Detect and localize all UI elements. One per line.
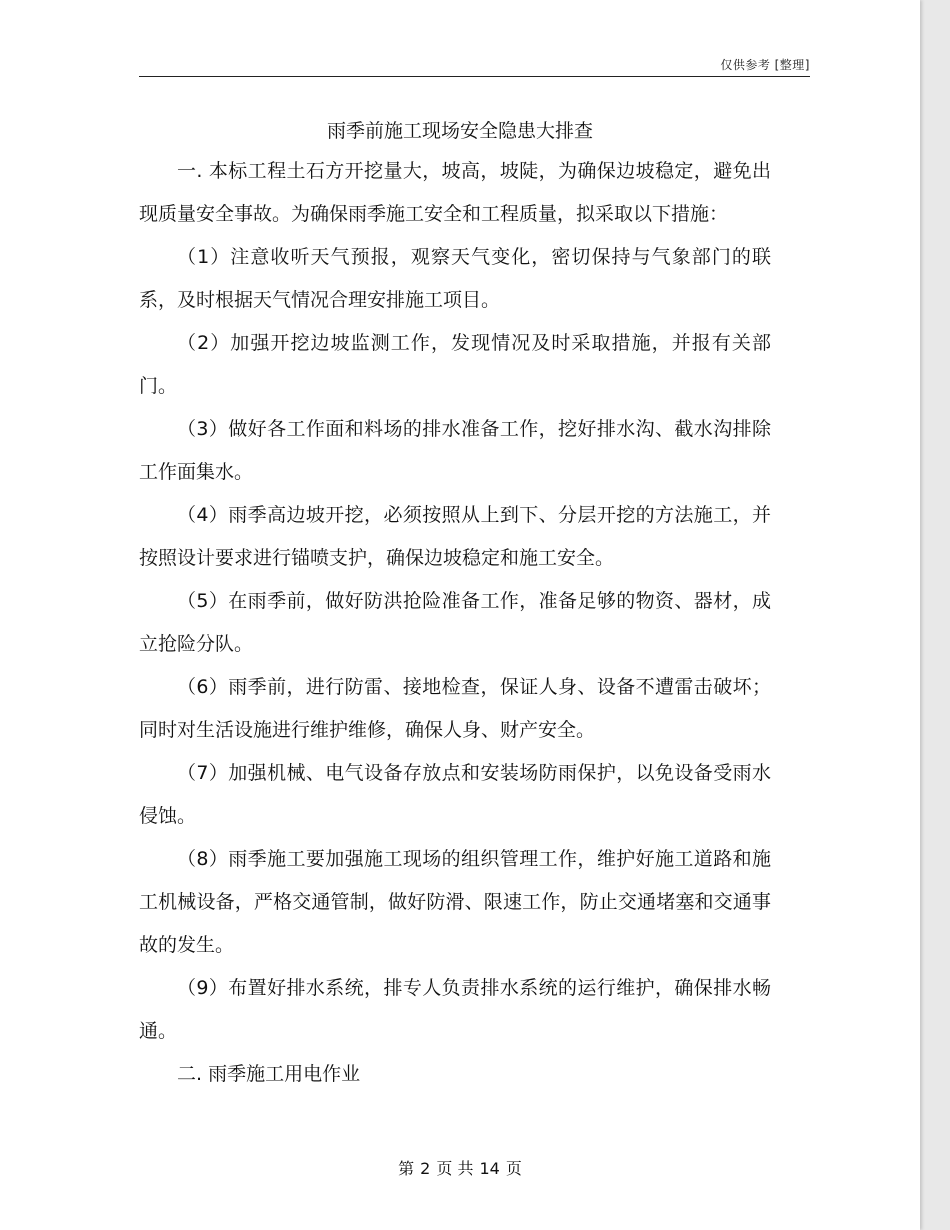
footer-page-number: 2 (420, 1159, 431, 1178)
paragraph: 一. 本标工程土石方开挖量大，坡高，坡陡，为确保边坡稳定，避免出现质量安全事故。为确保雨季施工安全和工程质量，拟采取以下措施： (139, 160, 771, 225)
document-body (139, 150, 771, 1096)
footer-prefix: 第 (398, 1159, 415, 1178)
section-heading: 二. 雨季施工用电作业 (177, 1063, 361, 1085)
paragraph: （5）在雨季前，做好防洪抢险准备工作，准备足够的物资、器材，成立抢险分队。 (139, 590, 771, 655)
header-text: 仅供参考 [整理] (720, 58, 810, 72)
footer-middle: 页 共 (436, 1159, 474, 1178)
paragraph: （9）布置好排水系统，排专人负责排水系统的运行维护，确保排水畅通。 (139, 977, 771, 1042)
paragraph: （8）雨季施工要加强施工现场的组织管理工作，维护好施工道路和施工机械设备，严格交通管制，做好防滑、限速工作，防止交通堵塞和交通事故的发生。 (139, 848, 771, 956)
paragraph: （3）做好各工作面和料场的排水准备工作，挖好排水沟、截水沟排除工作面集水。 (139, 418, 771, 483)
paragraph: （4）雨季高边坡开挖，必须按照从上到下、分层开挖的方法施工，并按照设计要求进行锚喷支护，确保边坡稳定和施工安全。 (139, 504, 771, 569)
paragraph: （1）注意收听天气预报，观察天气变化，密切保持与气象部门的联系，及时根据天气情况合理安排施工项目。 (139, 246, 771, 311)
paragraph: （6）雨季前，进行防雷、接地检查，保证人身、设备不遭雷击破坏；同时对生活设施进行维护维修，确保人身、财产安全。 (139, 676, 771, 741)
page-header (139, 56, 810, 77)
page-footer (0, 1156, 920, 1179)
document-title: 雨季前施工现场安全隐患大排查 (326, 120, 593, 142)
paragraph: （7）加强机械、电气设备存放点和安装场防雨保护，以免设备受雨水侵蚀。 (139, 762, 771, 827)
paragraph: （2）加强开挖边坡监测工作，发现情况及时采取措施，并报有关部门。 (139, 332, 771, 397)
footer-suffix: 页 (505, 1159, 522, 1178)
footer-total-pages: 14 (479, 1159, 500, 1178)
